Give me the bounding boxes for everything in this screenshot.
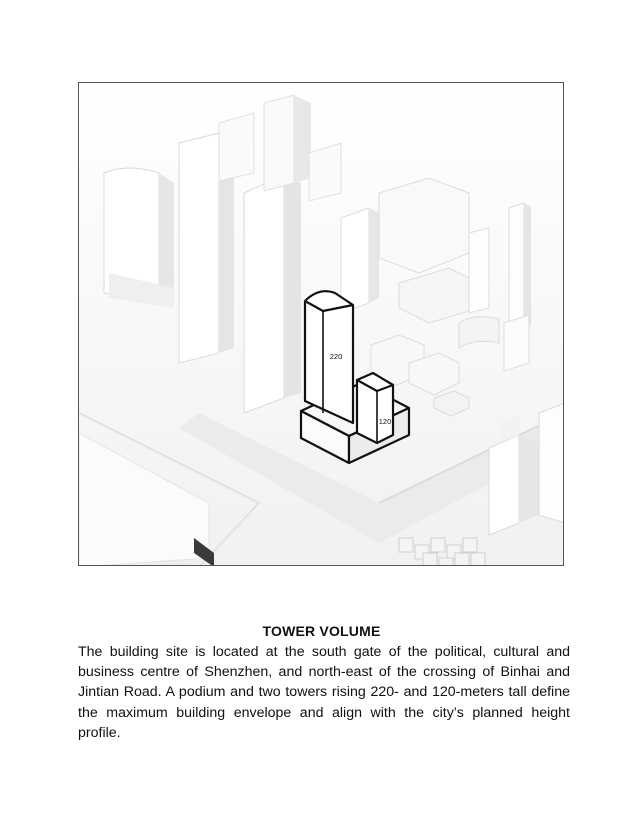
site-massing-illustration: [78, 82, 564, 566]
short-tower-height-label: 120: [378, 417, 392, 426]
tall-tower-height-label: 220: [329, 352, 343, 361]
tall-tower-center: [244, 175, 301, 413]
massing-model-svg: [79, 83, 564, 566]
left-curved-tower: [104, 168, 174, 308]
caption-body: The building site is located at the south gate of the political, cultural and business centre of Shenzhen, and north-east of the crossing of Binhai and Jintian Road. A podium and two towers rising 220- and 120-meters tall define the maximum building envelope and align with the city’s planned height profile.: [78, 644, 570, 741]
caption-title: TOWER VOLUME: [262, 623, 381, 639]
